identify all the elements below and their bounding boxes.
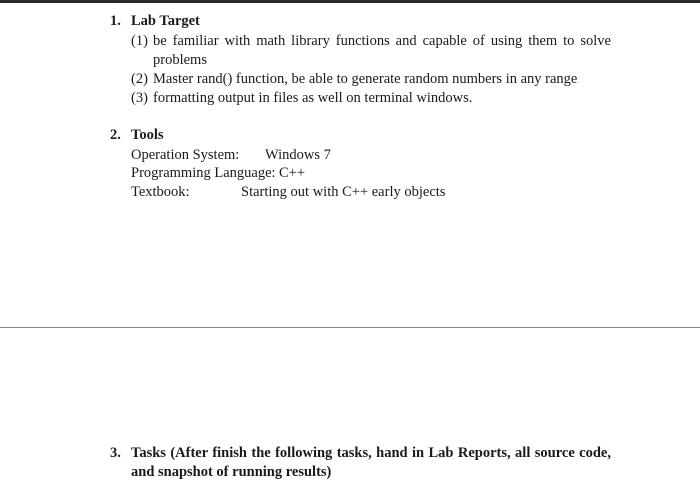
section-number: 1. <box>110 13 121 29</box>
item-label: (2) <box>131 71 148 87</box>
page-break-line <box>0 327 700 328</box>
item-label: (1) <box>131 33 148 49</box>
item-text: be familiar with math library functions and capable of using them to solve <box>153 33 611 49</box>
section-title: Tools <box>131 127 164 143</box>
section-title-continuation: and snapshot of running results) <box>131 464 332 480</box>
item-text: Master rand() function, be able to generate random numbers in any range <box>153 71 578 87</box>
item-label: (3) <box>131 90 148 106</box>
item-continuation: problems <box>153 52 207 68</box>
page-top-border <box>0 0 700 3</box>
section-number: 3. <box>110 445 121 461</box>
section-title: Lab Target <box>131 13 200 29</box>
tool-label: Textbook: <box>131 184 190 200</box>
tool-value: Windows 7 <box>265 147 331 163</box>
item-text: formatting output in files as well on terminal windows. <box>153 90 473 106</box>
tool-value: Starting out with C++ early objects <box>241 184 446 200</box>
tool-label: Operation System: <box>131 147 240 163</box>
tool-label: Programming Language: <box>131 165 276 181</box>
tool-value: C++ <box>279 165 306 181</box>
section-title: Tasks (After finish the following tasks, hand in Lab Reports, all source code, <box>131 445 611 461</box>
section-number: 2. <box>110 127 121 143</box>
